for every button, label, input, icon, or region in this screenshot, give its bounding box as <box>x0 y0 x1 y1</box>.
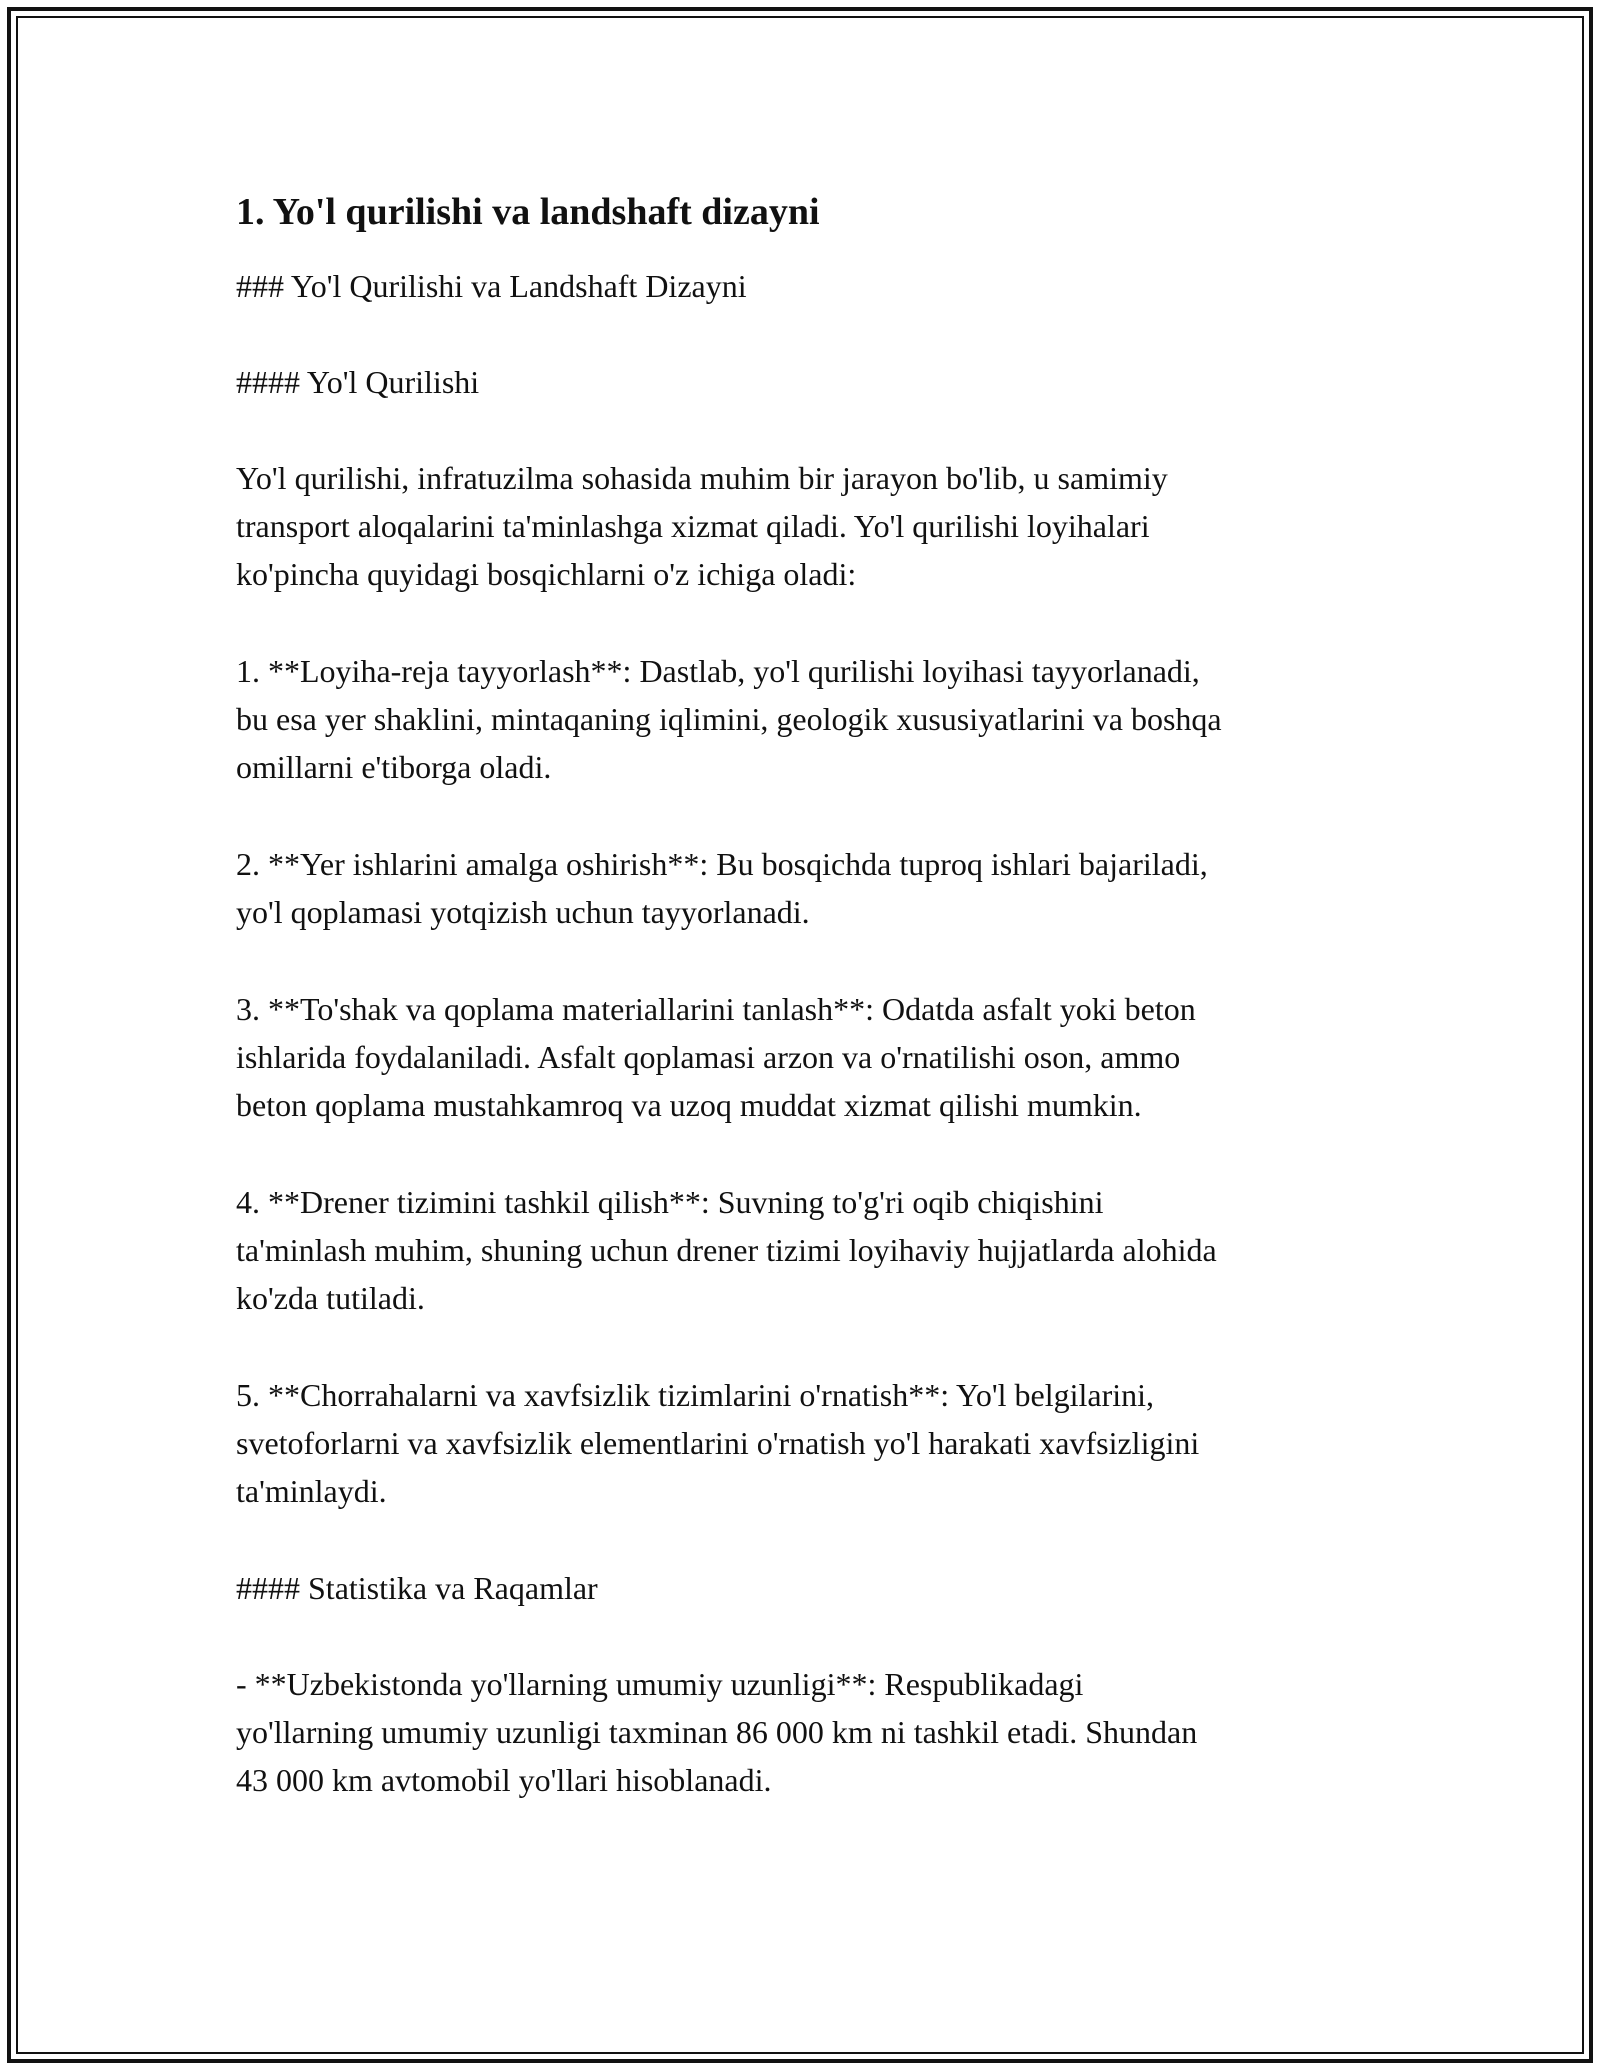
list-item-5: 5. **Chorrahalarni va xavfsizlik tizimlarini o'rnatish**: Yo'l belgilarini, svetoforlarni va xavfsizlik elementlarini o'rnatish yo'l harakati xavfsizligini ta'minlaydi. <box>236 1377 1200 1509</box>
list-item-4: 4. **Drener tizimini tashkil qilish**: Suvning to'g'ri oqib chiqishini ta'minlash muhim, shuning uchun drener tizimi loyihaviy hujjatlarda alohida ko'zda tutiladi. <box>236 1184 1217 1316</box>
document-title: 1. Yo'l qurilishi va landshaft dizayni <box>236 191 820 233</box>
list-item-1: 1. **Loyiha-reja tayyorlash**: Dastlab, yo'l qurilishi loyihasi tayyorlanadi, bu esa yer shaklini, mintaqaning iqlimini, geologik xususiyatlarini va boshqa omillarni e'tiborga oladi. <box>236 653 1222 785</box>
list-item-2: 2. **Yer ishlarini amalga oshirish**: Bu bosqichda tuproq ishlari bajariladi, yo'l qoplamasi yotqizish uchun tayyorlanadi. <box>236 846 1208 930</box>
subsection-heading-road-construction: #### Yo'l Qurilishi <box>236 364 480 400</box>
document-body <box>236 186 1386 1853</box>
list-item-3: 3. **To'shak va qoplama materiallarini tanlash**: Odatda asfalt yoki beton ishlarida foydalaniladi. Asfalt qoplamasi arzon va o'rnatilishi oson, ammo beton qoplama mustahkamroq va uzoq muddat xizmat qilishi mumkin. <box>236 991 1196 1123</box>
statistics-bullet: - **Uzbekistonda yo'llarning umumiy uzunligi**: Respublikadagi yo'llarning umumiy uzunligi taxminan 86 000 km ni tashkil etadi. Shundan 43 000 km avtomobil yo'llari hisoblanadi. <box>236 1666 1198 1798</box>
intro-paragraph: Yo'l qurilishi, infratuzilma sohasida muhim bir jarayon bo'lib, u samimiy transport aloqalarini ta'minlashga xizmat qiladi. Yo'l qurilishi loyihalari ko'pincha quyidagi bosqichlarni o'z ichiga oladi: <box>236 460 1168 592</box>
subsection-heading-statistics: #### Statistika va Raqamlar <box>236 1570 598 1606</box>
section-heading: ### Yo'l Qurilishi va Landshaft Dizayni <box>236 268 747 304</box>
